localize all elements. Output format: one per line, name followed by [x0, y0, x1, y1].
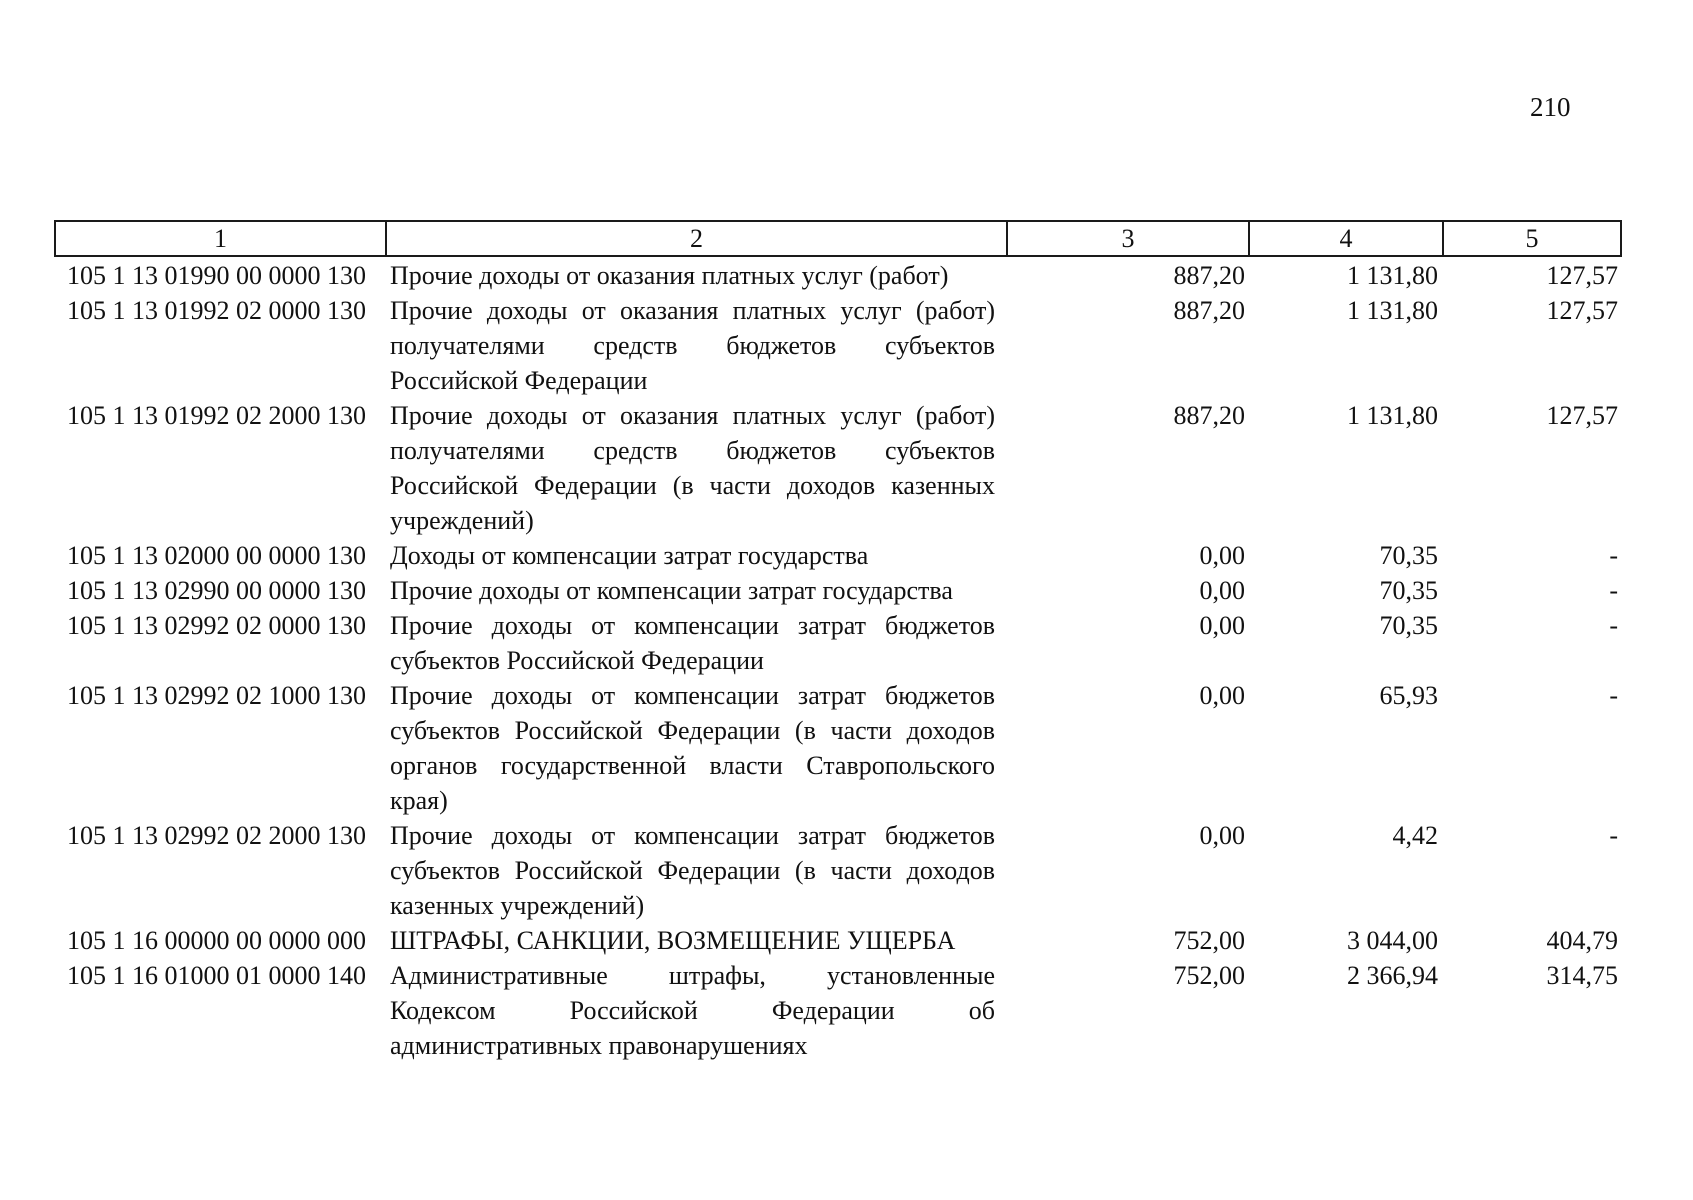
budget-code: 105 1 13 02992 02 1000 130: [67, 681, 366, 710]
revenue-name: Прочие доходы от компенсации затрат бюджетов субъектов Российской Федерации (в части доходов казенных учреждений): [390, 821, 995, 920]
value-col-3: 0,00: [1199, 821, 1245, 850]
column-header-2: 2: [386, 221, 1007, 256]
value-col-3: 0,00: [1199, 611, 1245, 640]
revenue-name: Административные штрафы, установленные Кодексом Российской Федерации об административных правонарушениях: [390, 961, 995, 1060]
revenue-name: ШТРАФЫ, САНКЦИИ, ВОЗМЕЩЕНИЕ УЩЕРБА: [390, 926, 956, 955]
value-col-3: 752,00: [1173, 926, 1245, 955]
revenue-name: Прочие доходы от компенсации затрат государства: [390, 576, 953, 605]
value-col-4: 70,35: [1379, 541, 1438, 570]
budget-code: 105 1 13 01990 00 0000 130: [67, 261, 366, 290]
table-row: [55, 958, 1621, 1063]
column-header-5: 5: [1443, 221, 1621, 256]
table-row: [55, 678, 1621, 818]
value-col-5: -: [1609, 681, 1618, 710]
column-header-3: 3: [1007, 221, 1249, 256]
revenue-name: Прочие доходы от оказания платных услуг (работ) получателями средств бюджетов субъектов Российской Федерации: [390, 296, 995, 395]
column-header-4: 4: [1249, 221, 1443, 256]
table-row: [55, 608, 1621, 678]
value-col-5: 404,79: [1546, 926, 1618, 955]
value-col-3: 0,00: [1199, 541, 1245, 570]
value-col-5: 314,75: [1546, 961, 1618, 990]
budget-code: 105 1 13 01992 02 2000 130: [67, 401, 366, 430]
value-col-3: 887,20: [1173, 296, 1245, 325]
budget-code: 105 1 16 00000 00 0000 000: [67, 926, 366, 955]
value-col-5: -: [1609, 576, 1618, 605]
value-col-4: 3 044,00: [1347, 926, 1438, 955]
revenue-name: Прочие доходы от компенсации затрат бюджетов субъектов Российской Федерации: [390, 611, 995, 675]
value-col-4: 70,35: [1379, 611, 1438, 640]
table-row: [55, 398, 1621, 538]
revenue-name: Доходы от компенсации затрат государства: [390, 541, 869, 570]
value-col-4: 70,35: [1379, 576, 1438, 605]
budget-code: 105 1 13 02992 02 0000 130: [67, 611, 366, 640]
table-row: [55, 256, 1621, 293]
table-header-row: [55, 221, 1621, 256]
value-col-4: 4,42: [1392, 821, 1438, 850]
budget-code: 105 1 13 01992 02 0000 130: [67, 296, 366, 325]
value-col-5: 127,57: [1546, 261, 1618, 290]
value-col-5: -: [1609, 821, 1618, 850]
table-row: [55, 573, 1621, 608]
value-col-4: 2 366,94: [1347, 961, 1438, 990]
value-col-4: 1 131,80: [1347, 401, 1438, 430]
revenue-name: Прочие доходы от компенсации затрат бюджетов субъектов Российской Федерации (в части доходов органов государственной власти Ставропольского края): [390, 681, 995, 815]
value-col-3: 887,20: [1173, 261, 1245, 290]
revenue-name: Прочие доходы от оказания платных услуг (работ) получателями средств бюджетов субъектов Российской Федерации (в части доходов казенных учреждений): [390, 401, 995, 535]
value-col-4: 65,93: [1379, 681, 1438, 710]
value-col-4: 1 131,80: [1347, 296, 1438, 325]
value-col-3: 887,20: [1173, 401, 1245, 430]
value-col-5: 127,57: [1546, 296, 1618, 325]
value-col-5: -: [1609, 611, 1618, 640]
value-col-3: 0,00: [1199, 576, 1245, 605]
column-header-1: 1: [55, 221, 386, 256]
revenue-name: Прочие доходы от оказания платных услуг (работ): [390, 261, 949, 290]
table-row: [55, 923, 1621, 958]
budget-code: 105 1 16 01000 01 0000 140: [67, 961, 366, 990]
table-row: [55, 538, 1621, 573]
value-col-3: 752,00: [1173, 961, 1245, 990]
budget-revenue-table: [54, 220, 1622, 1063]
value-col-5: -: [1609, 541, 1618, 570]
value-col-5: 127,57: [1546, 401, 1618, 430]
budget-code: 105 1 13 02992 02 2000 130: [67, 821, 366, 850]
budget-code: 105 1 13 02990 00 0000 130: [67, 576, 366, 605]
table-row: [55, 818, 1621, 923]
budget-code: 105 1 13 02000 00 0000 130: [67, 541, 366, 570]
value-col-3: 0,00: [1199, 681, 1245, 710]
page-number: 210: [1530, 92, 1571, 122]
value-col-4: 1 131,80: [1347, 261, 1438, 290]
table-row: [55, 293, 1621, 398]
